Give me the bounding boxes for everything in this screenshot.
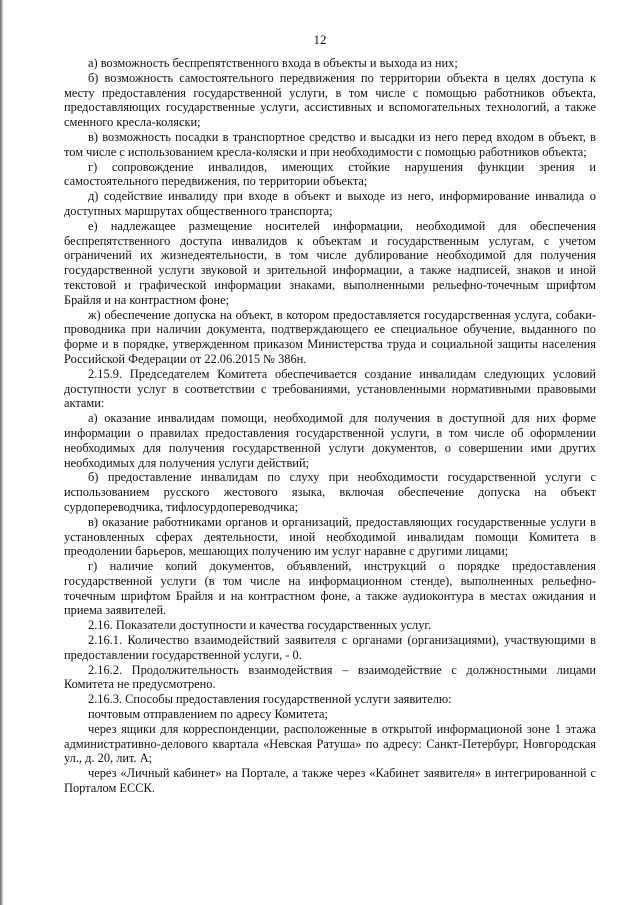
paragraph: а) возможность беспрепятственного входа в объекты и выхода из них;	[88, 56, 458, 70]
page-number: 12	[313, 32, 327, 47]
scan-page-edge	[0, 0, 3, 905]
paragraph: 2.16.1. Количество взаимодействий заявителя с органами (организациями), участвующими в предоставлении государственной услуги, - 0.	[64, 633, 596, 662]
paragraph: в) возможность посадки в транспортное средство и высадки из него перед входом в объект, в том числе с использованием кресла-коляски и при необходимости с помощью работников объекта;	[64, 129, 596, 159]
paragraph: почтовым отправлением по адресу Комитета;	[88, 707, 329, 722]
paragraph: 2.16. Показатели доступности и качества государственных услуг.	[88, 618, 432, 633]
paragraph: через «Личный кабинет» на Портале, а также через «Кабинет заявителя» в интегрированной с Порталом ЕССК.	[64, 766, 596, 796]
paragraph: б) предоставление инвалидам по слуху при необходимости государственной услуги с использованием русского жестового языка, включая обеспечение допуска на объект сурдопереводчика, тифлосурдопереводчика;	[64, 470, 596, 514]
paragraph: г) сопровождение инвалидов, имеющих стойкие нарушения функции зрения и самостоятельного передвижения, по территории объекта;	[64, 159, 596, 189]
paragraph: б) возможность самостоятельного передвижения по территории объекта в целях доступа к месту предоставления государственной услуги, в том числе с помощью работников объекта, предоставляющих государственные услуги, ассистивных и вспомогательных технологий, а также сменного кресла-коляски;	[64, 70, 596, 130]
paragraph: д) содействие инвалиду при входе в объект и выходе из него, информирование инвалида о доступных маршрутах общественного транспорта;	[64, 189, 596, 218]
paragraph: 2.15.9. Председателем Комитета обеспечивается создание инвалидам следующих условий доступности услуг в соответствии с требованиями, установленными нормативными правовыми актами:	[64, 366, 596, 411]
paragraph: 2.16.3. Способы предоставления государственной услуги заявителю:	[88, 692, 452, 707]
paragraph: через ящики для корреспонденции, расположенные в открытой информационой зоне 1 этажа административно-делового квартала «Невская Ратуша» по адресу: Санкт-Петербург, Новгородская ул., д. 20, лит. А;	[64, 721, 596, 766]
paragraph: 2.16.2. Продолжительность взаимодействия – взаимодействие с должностными лицами Комитета не предусмотрено.	[64, 662, 596, 692]
paragraph: в) оказание работниками органов и организаций, предоставляющих государственные услуги в установленных сферах деятельности, иной необходимой инвалидам помощи Комитета в преодолении барьеров, мешающих получению им услуг наравне с другими лицами;	[64, 514, 596, 559]
document-body	[64, 56, 596, 796]
paragraph: е) надлежащее размещение носителей информации, необходимой для обеспечения беспрепятственного доступа инвалидов к объектам и государственным услугам, с учетом ограничений их жизнедеятельности, в том числе дублирование необходимой для получения государственной услуги звуковой и зрительной информации, а также надписей, знаков и иной текстовой и графической информации знаками, выполненными рельефно-точечным шрифтом Брайля и на контрастном фоне;	[64, 218, 596, 307]
paragraph: г) наличие копий документов, объявлений, инструкций о порядке предоставления государственной услуги (в том числе на информационном стенде), выполненных рельефно-точечным шрифтом Брайля и на контрастном фоне, а также аудиоконтура в местах ожидания и приема заявителей.	[64, 559, 596, 618]
paragraph: а) оказание инвалидам помощи, необходимой для получения в доступной для них форме информации о правилах предоставления государственной услуги, в том числе об оформлении необходимых для получения государственной услуги документов, о совершении ими других необходимых для получения услуги действий;	[64, 411, 596, 470]
paragraph: ж) обеспечение допуска на объект, в котором предоставляется государственная услуга, собаки-проводника при наличии документа, подтверждающего ее специальное обучение, выданного по форме и в порядке, утвержденном приказом Министерства труда и социальной защиты населения Российской Федерации от 22.06.2015 № 386н.	[64, 307, 596, 366]
